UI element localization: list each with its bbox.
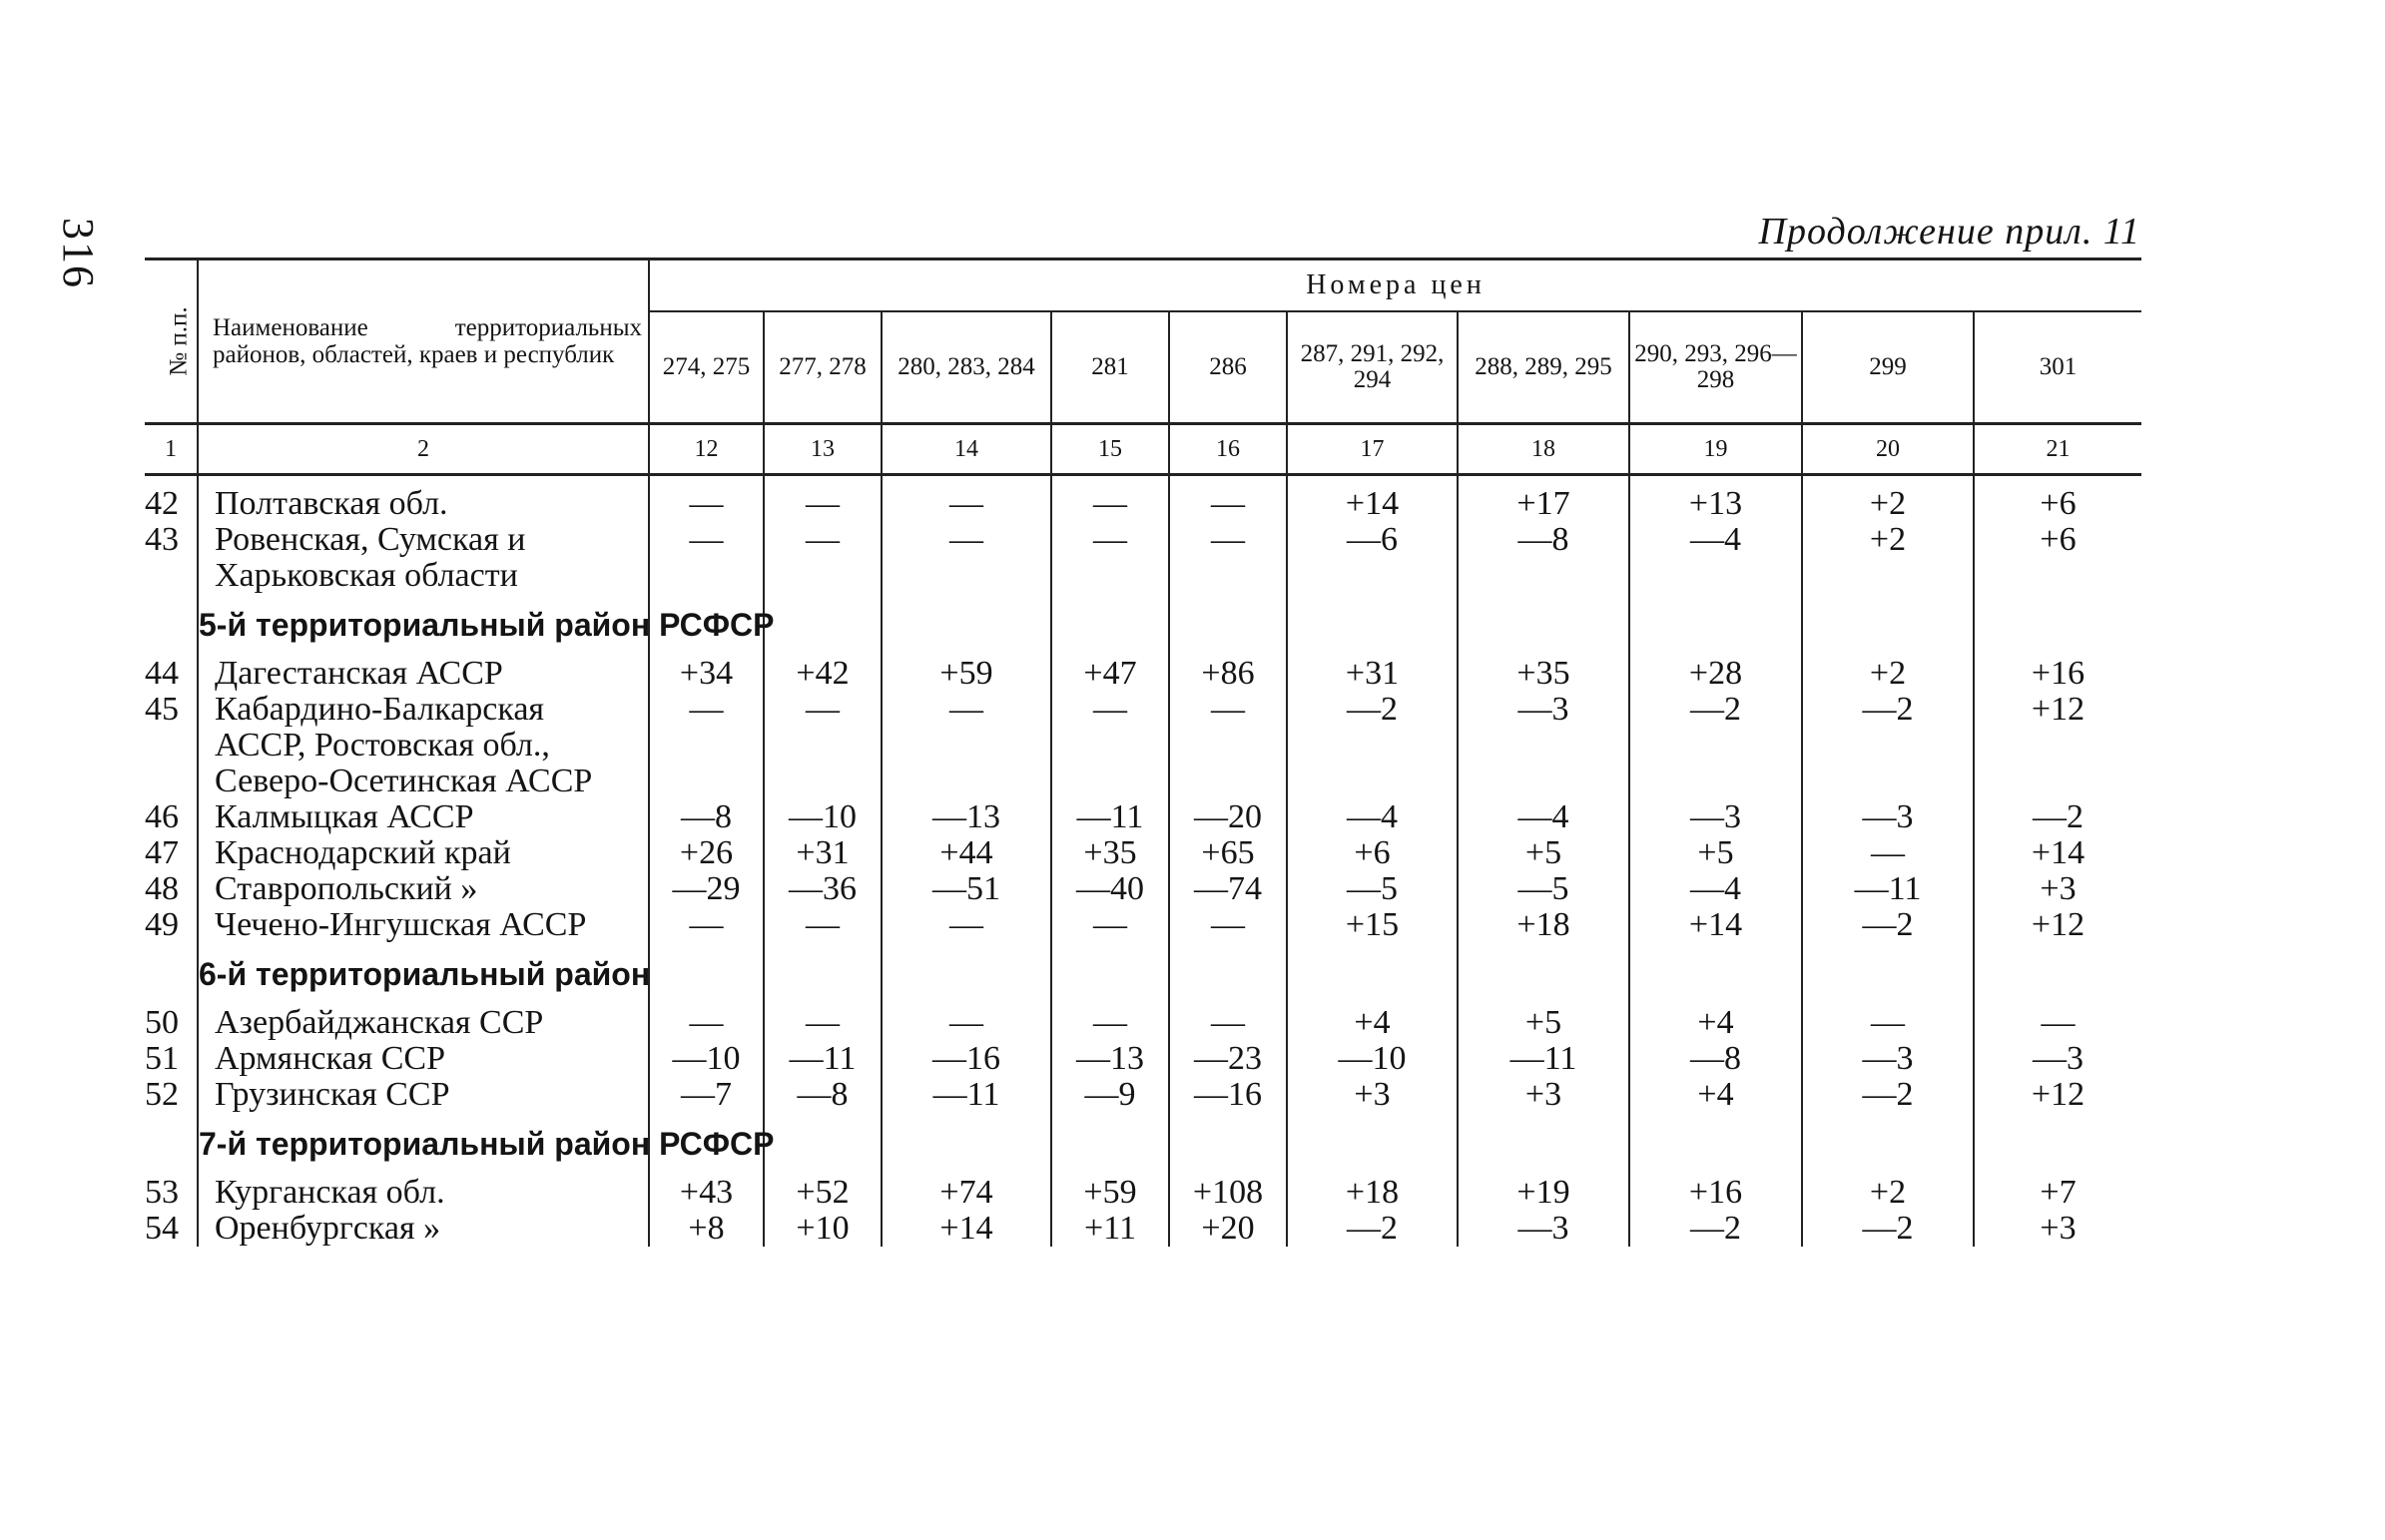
price-value [764,943,882,1005]
price-value [764,764,882,799]
price-value [1458,558,1629,594]
region-name: Северо-Осетинская АССР [198,764,649,799]
price-value [1629,764,1802,799]
table-row [145,558,2141,594]
column-number: 21 [1974,424,2141,475]
column-number: 17 [1287,424,1458,475]
price-value: +35 [1051,835,1169,871]
price-value [1051,558,1169,594]
price-value: —7 [649,1077,764,1113]
name-header: Наименование территориальных районов, областей, краев и республик [198,259,649,424]
price-value [1802,728,1974,764]
price-value: — [764,522,882,558]
price-value: +14 [1974,835,2141,871]
price-value: +6 [1974,522,2141,558]
price-value: —13 [1051,1041,1169,1077]
price-column-header: 290, 293, 296—298 [1629,311,1802,424]
price-value: +14 [1629,907,1802,943]
price-value [764,558,882,594]
column-number: 15 [1051,424,1169,475]
price-value: — [1802,835,1974,871]
price-value: —2 [1802,1077,1974,1113]
price-value: +59 [882,656,1051,692]
row-number: 52 [145,1076,179,1113]
price-value: — [649,522,764,558]
price-value: —10 [1287,1041,1458,1077]
table-row [145,799,2141,835]
price-value: —29 [649,871,764,907]
region-name: АССР, Ростовская обл., [198,728,649,764]
price-value: — [764,1005,882,1041]
price-value: — [1974,1005,2141,1041]
column-number: 12 [649,424,764,475]
region-name: Харьковская области [198,558,649,594]
price-value [1051,594,1169,656]
region-name: Армянская ССР [198,1041,649,1077]
section-heading: 6-й территориальный район [198,943,649,1005]
region-name: Оренбургская » [198,1211,649,1247]
region-name: Дагестанская АССР [198,656,649,692]
table-row [145,656,2141,692]
region-name: Кабардино-Балкарская [198,692,649,728]
price-value: —3 [1629,799,1802,835]
row-number: 50 [145,1004,179,1041]
price-value [1287,558,1458,594]
column-number: 20 [1802,424,1974,475]
price-value: +14 [1287,486,1458,522]
price-column-header: 299 [1802,311,1974,424]
price-value [649,728,764,764]
price-value: +4 [1629,1077,1802,1113]
price-value: — [649,907,764,943]
price-value: +2 [1802,656,1974,692]
row-number: 43 [145,521,179,558]
price-value [1051,728,1169,764]
price-value: —8 [1458,522,1629,558]
price-column-header: 280, 283, 284 [882,311,1051,424]
price-value [1629,594,1802,656]
price-value: — [882,907,1051,943]
price-value [1629,728,1802,764]
price-value: —2 [1974,799,2141,835]
table-row [145,835,2141,871]
region-name: Чечено-Ингушская АССР [198,907,649,943]
price-value: +65 [1169,835,1287,871]
price-value: +44 [882,835,1051,871]
price-value [1802,1113,1974,1175]
region-name: Грузинская ССР [198,1077,649,1113]
table-row [145,1005,2141,1041]
price-value [1169,943,1287,1005]
table-row [145,692,2141,728]
price-value: — [649,1005,764,1041]
price-value: —16 [882,1041,1051,1077]
price-value: — [1169,692,1287,728]
price-column-header: 288, 289, 295 [1458,311,1629,424]
price-value [1458,764,1629,799]
price-value: —5 [1287,871,1458,907]
price-value: —3 [1802,799,1974,835]
price-value: —8 [764,1077,882,1113]
price-value: —16 [1169,1077,1287,1113]
price-value: — [1051,1005,1169,1041]
price-value: —2 [1287,1211,1458,1247]
price-value: +86 [1169,656,1287,692]
table-row [145,764,2141,799]
page-number: 316 [54,218,103,289]
row-number: 48 [145,870,179,907]
price-value: +26 [649,835,764,871]
price-value: +16 [1629,1175,1802,1211]
price-column-header: 301 [1974,311,2141,424]
price-value [649,558,764,594]
row-number: 53 [145,1174,179,1211]
price-column-header: 274, 275 [649,311,764,424]
price-value: —2 [1802,1211,1974,1247]
section-heading: 5-й территориальный район РСФСР [198,594,649,656]
price-value [1458,728,1629,764]
price-value: — [764,692,882,728]
price-value: +7 [1974,1175,2141,1211]
price-value: —11 [1458,1041,1629,1077]
price-value: +17 [1458,486,1629,522]
price-value [1629,943,1802,1005]
price-value: —23 [1169,1041,1287,1077]
price-value [1974,728,2141,764]
price-value [1802,943,1974,1005]
price-value [882,764,1051,799]
price-value [1458,1113,1629,1175]
price-value: +52 [764,1175,882,1211]
price-value: +6 [1974,486,2141,522]
price-column-header: 277, 278 [764,311,882,424]
price-value [1974,1113,2141,1175]
price-value: +28 [1629,656,1802,692]
price-value [1974,558,2141,594]
price-value: +4 [1629,1005,1802,1041]
price-value: —11 [1051,799,1169,835]
price-value: —2 [1287,692,1458,728]
price-value: +12 [1974,907,2141,943]
price-value: —40 [1051,871,1169,907]
price-value: —2 [1629,692,1802,728]
price-value [882,594,1051,656]
price-value: —36 [764,871,882,907]
np-header: № п.п. [145,259,198,424]
price-value: +2 [1802,1175,1974,1211]
price-value: — [882,486,1051,522]
continuation-caption: Продолжение прил. 11 [1758,211,2140,253]
price-value [1802,558,1974,594]
price-value: +34 [649,656,764,692]
price-value: — [882,1005,1051,1041]
table-row [145,1175,2141,1211]
price-value: —11 [1802,871,1974,907]
row-number: 45 [145,691,179,728]
row-number [145,594,198,656]
price-value [1051,764,1169,799]
price-value: +3 [1974,1211,2141,1247]
price-value [764,594,882,656]
price-value [882,1113,1051,1175]
table-row [145,1211,2141,1247]
table-row [145,907,2141,943]
section-heading-row [145,594,2141,656]
row-number: 51 [145,1040,179,1077]
table-row [145,486,2141,522]
price-value: +42 [764,656,882,692]
price-value [649,943,764,1005]
price-value: — [1051,907,1169,943]
price-value: +47 [1051,656,1169,692]
price-value: +59 [1051,1175,1169,1211]
row-number [145,728,198,764]
price-value: — [1051,486,1169,522]
price-value: +8 [649,1211,764,1247]
price-value: — [1169,1005,1287,1041]
price-value: +2 [1802,522,1974,558]
price-value [1629,1113,1802,1175]
price-value: —74 [1169,871,1287,907]
price-value [882,728,1051,764]
price-value: +10 [764,1211,882,1247]
price-value: —3 [1458,1211,1629,1247]
price-value: —4 [1287,799,1458,835]
section-heading-row [145,1113,2141,1175]
price-value: — [1169,522,1287,558]
column-number: 16 [1169,424,1287,475]
price-value: —4 [1629,522,1802,558]
price-column-header: 287, 291, 292, 294 [1287,311,1458,424]
price-value: +3 [1974,871,2141,907]
table-row [145,871,2141,907]
price-value: +31 [764,835,882,871]
column-number: 1 [145,424,198,475]
price-value [882,943,1051,1005]
section-heading: 7-й территориальный район РСФСР [198,1113,649,1175]
row-number [145,1113,198,1175]
price-value: — [1051,522,1169,558]
price-value: —9 [1051,1077,1169,1113]
price-value: +12 [1974,1077,2141,1113]
price-value [1287,943,1458,1005]
price-value: +18 [1458,907,1629,943]
price-value: +15 [1287,907,1458,943]
price-value [1169,1113,1287,1175]
row-number [145,943,198,1005]
price-value [1169,764,1287,799]
price-value: +20 [1169,1211,1287,1247]
price-value: —10 [764,799,882,835]
price-value: —3 [1974,1041,2141,1077]
table-body [145,475,2141,1248]
price-value: —4 [1629,871,1802,907]
price-value [1287,1113,1458,1175]
row-number: 46 [145,798,179,835]
price-value: +19 [1458,1175,1629,1211]
price-value: —2 [1802,907,1974,943]
price-value [1802,594,1974,656]
region-name: Ровенская, Сумская и [198,522,649,558]
price-value: +16 [1974,656,2141,692]
price-value: +108 [1169,1175,1287,1211]
price-column-header: 281 [1051,311,1169,424]
price-value: — [1051,692,1169,728]
row-number: 44 [145,655,179,692]
price-value [1287,594,1458,656]
price-value [1169,558,1287,594]
price-value [1458,594,1629,656]
price-numbers-header: Номера цен [649,259,2141,312]
price-value: —5 [1458,871,1629,907]
price-value: — [764,907,882,943]
price-value [1287,764,1458,799]
price-value: +13 [1629,486,1802,522]
section-heading-row [145,943,2141,1005]
price-value [764,728,882,764]
price-value: +31 [1287,656,1458,692]
price-value: — [764,486,882,522]
price-value [649,764,764,799]
row-number [145,558,198,594]
price-value: +3 [1458,1077,1629,1113]
region-name: Полтавская обл. [198,486,649,522]
price-value: +3 [1287,1077,1458,1113]
price-value [882,558,1051,594]
price-value: +74 [882,1175,1051,1211]
price-value: +4 [1287,1005,1458,1041]
price-value [1974,764,2141,799]
region-name: Азербайджанская ССР [198,1005,649,1041]
price-value: —8 [649,799,764,835]
table-row [145,1041,2141,1077]
price-value: +43 [649,1175,764,1211]
price-value: —51 [882,871,1051,907]
table-row [145,1077,2141,1113]
row-number: 42 [145,485,179,522]
price-value: — [1169,907,1287,943]
column-number: 2 [198,424,649,475]
price-value: +18 [1287,1175,1458,1211]
region-name: Краснодарский край [198,835,649,871]
price-value: —3 [1802,1041,1974,1077]
row-number: 47 [145,834,179,871]
price-value: —4 [1458,799,1629,835]
price-value [1974,943,2141,1005]
column-number: 14 [882,424,1051,475]
price-value: —20 [1169,799,1287,835]
price-value [1051,943,1169,1005]
price-value: +35 [1458,656,1629,692]
price-value: —3 [1458,692,1629,728]
region-name: Курганская обл. [198,1175,649,1211]
price-value: — [649,486,764,522]
table-row [145,522,2141,558]
price-value: —6 [1287,522,1458,558]
price-value: —11 [882,1077,1051,1113]
price-value: +11 [1051,1211,1169,1247]
price-value [1629,558,1802,594]
price-value [1287,728,1458,764]
price-value [764,1113,882,1175]
price-value [1051,1113,1169,1175]
price-value: —8 [1629,1041,1802,1077]
price-value: +12 [1974,692,2141,728]
price-value: —13 [882,799,1051,835]
price-value: —2 [1629,1211,1802,1247]
price-value: —2 [1802,692,1974,728]
column-number: 13 [764,424,882,475]
table-header [145,259,2141,475]
price-value [1169,728,1287,764]
row-number: 49 [145,906,179,943]
price-column-header: 286 [1169,311,1287,424]
region-name: Калмыцкая АССР [198,799,649,835]
price-value: — [1802,1005,1974,1041]
price-value: +2 [1802,486,1974,522]
table-row [145,728,2141,764]
price-value: +5 [1458,1005,1629,1041]
column-number: 19 [1629,424,1802,475]
price-value: — [649,692,764,728]
price-value: —11 [764,1041,882,1077]
row-number: 54 [145,1210,179,1247]
price-value: —10 [649,1041,764,1077]
price-value: — [1169,486,1287,522]
price-value: +6 [1287,835,1458,871]
price-value: — [882,692,1051,728]
price-value [1802,764,1974,799]
price-value [1458,943,1629,1005]
price-value: +14 [882,1211,1051,1247]
column-number: 18 [1458,424,1629,475]
price-value [1974,594,2141,656]
region-name: Ставропольский » [198,871,649,907]
price-table [145,257,2141,1247]
price-value: +5 [1629,835,1802,871]
price-value [1169,594,1287,656]
price-value: +5 [1458,835,1629,871]
price-value: — [882,522,1051,558]
row-number [145,764,198,799]
